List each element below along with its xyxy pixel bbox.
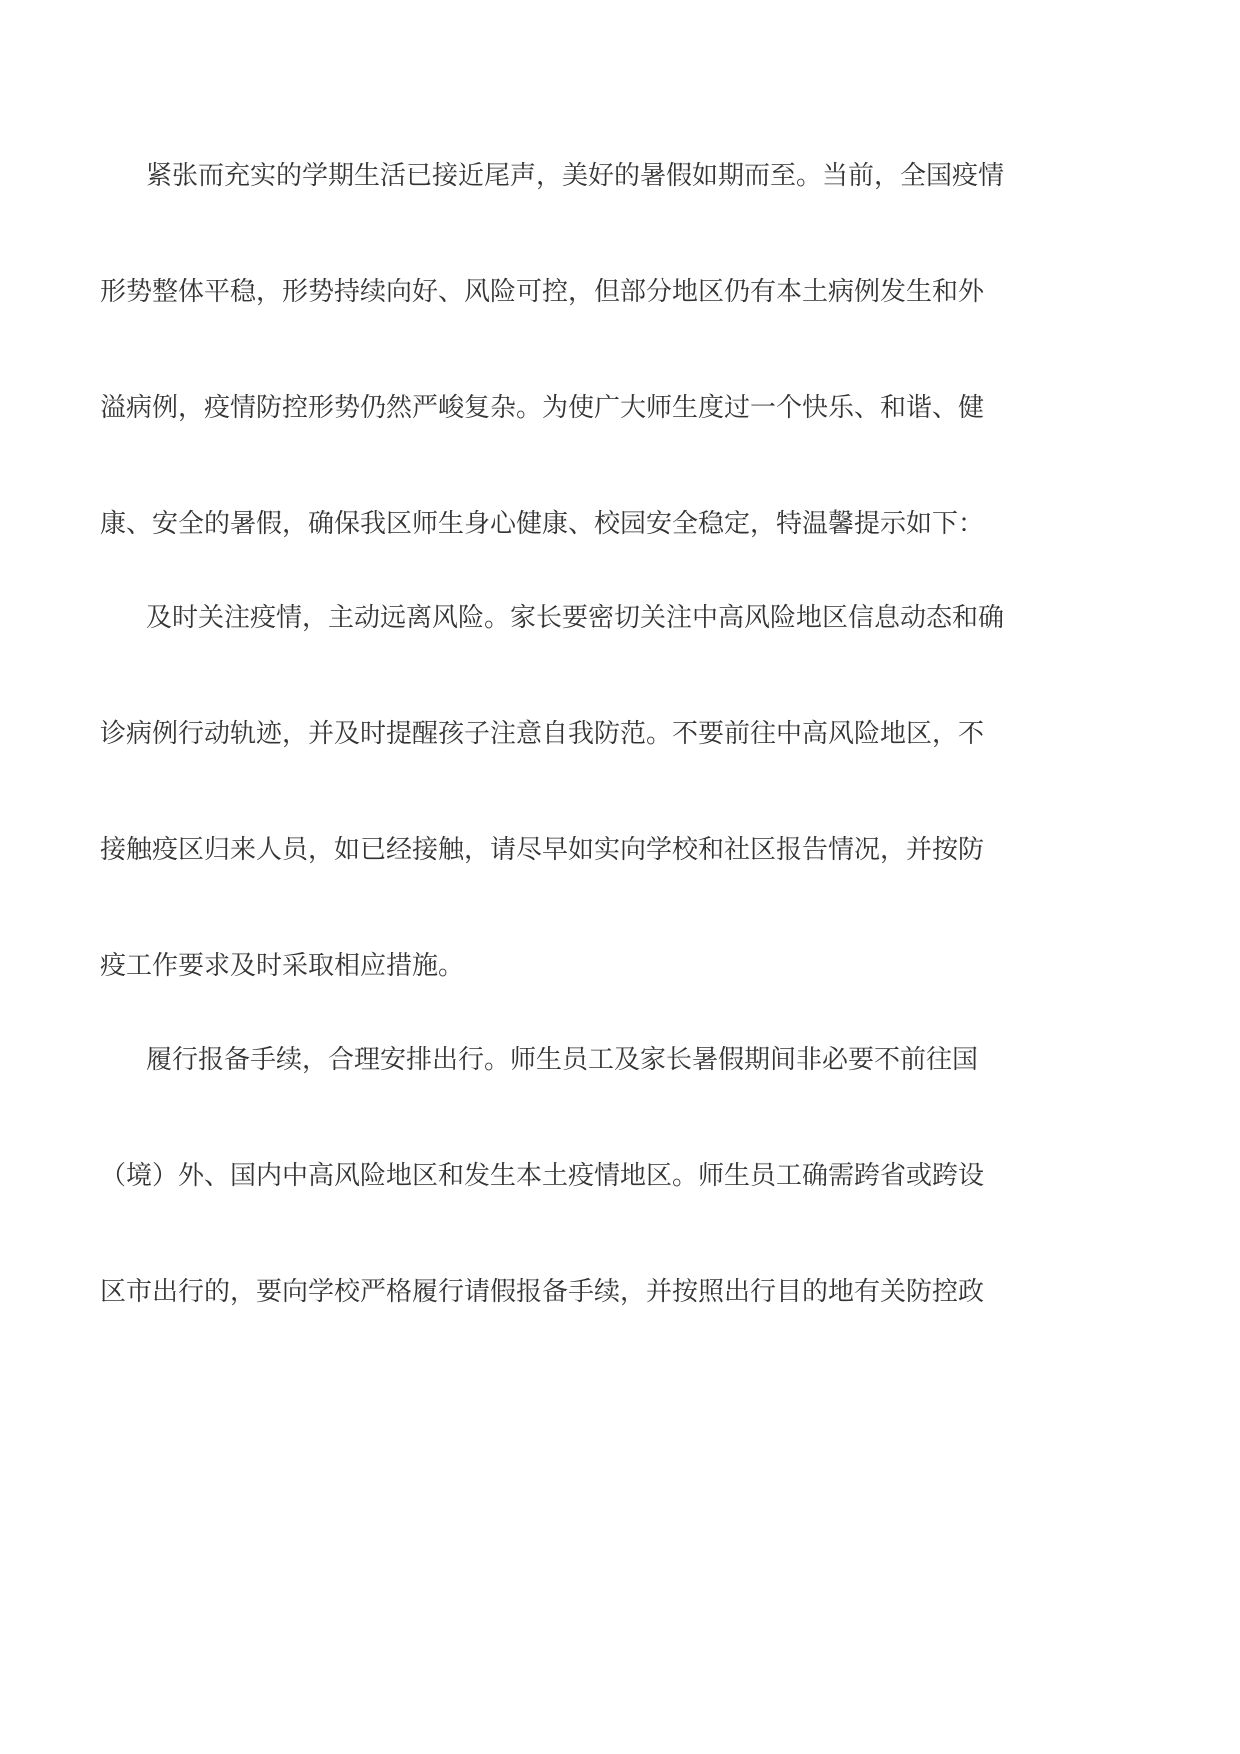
paragraph-1-line-3: 溢病例，疫情防控形势仍然严峻复杂。为使广大师生度过一个快乐、和谐、健 xyxy=(100,393,985,423)
paragraph-3-line-1: 履行报备手续，合理安排出行。师生员工及家长暑假期间非必要不前往国 xyxy=(146,1045,979,1075)
paragraph-2-line-1: 及时关注疫情，主动远离风险。家长要密切关注中高风险地区信息动态和确 xyxy=(146,603,1005,633)
paragraph-2-line-2: 诊病例行动轨迹，并及时提醒孩子注意自我防范。不要前往中高风险地区，不 xyxy=(100,719,985,749)
paragraph-1-line-4: 康、安全的暑假，确保我区师生身心健康、校园安全稳定，特温馨提示如下： xyxy=(100,509,985,539)
paragraph-2-line-3: 接触疫区归来人员，如已经接触，请尽早如实向学校和社区报告情况，并按防 xyxy=(100,835,985,865)
paragraph-1-line-1: 紧张而充实的学期生活已接近尾声，美好的暑假如期而至。当前，全国疫情 xyxy=(146,161,1005,191)
paragraph-1-line-2: 形势整体平稳，形势持续向好、风险可控，但部分地区仍有本土病例发生和外 xyxy=(100,277,985,307)
paragraph-3-line-3: 区市出行的，要向学校严格履行请假报备手续，并按照出行目的地有关防控政 xyxy=(100,1277,985,1307)
paragraph-3-line-2: （境）外、国内中高风险地区和发生本土疫情地区。师生员工确需跨省或跨设 xyxy=(100,1161,985,1191)
paragraph-2-line-4: 疫工作要求及时采取相应措施。 xyxy=(100,951,465,981)
